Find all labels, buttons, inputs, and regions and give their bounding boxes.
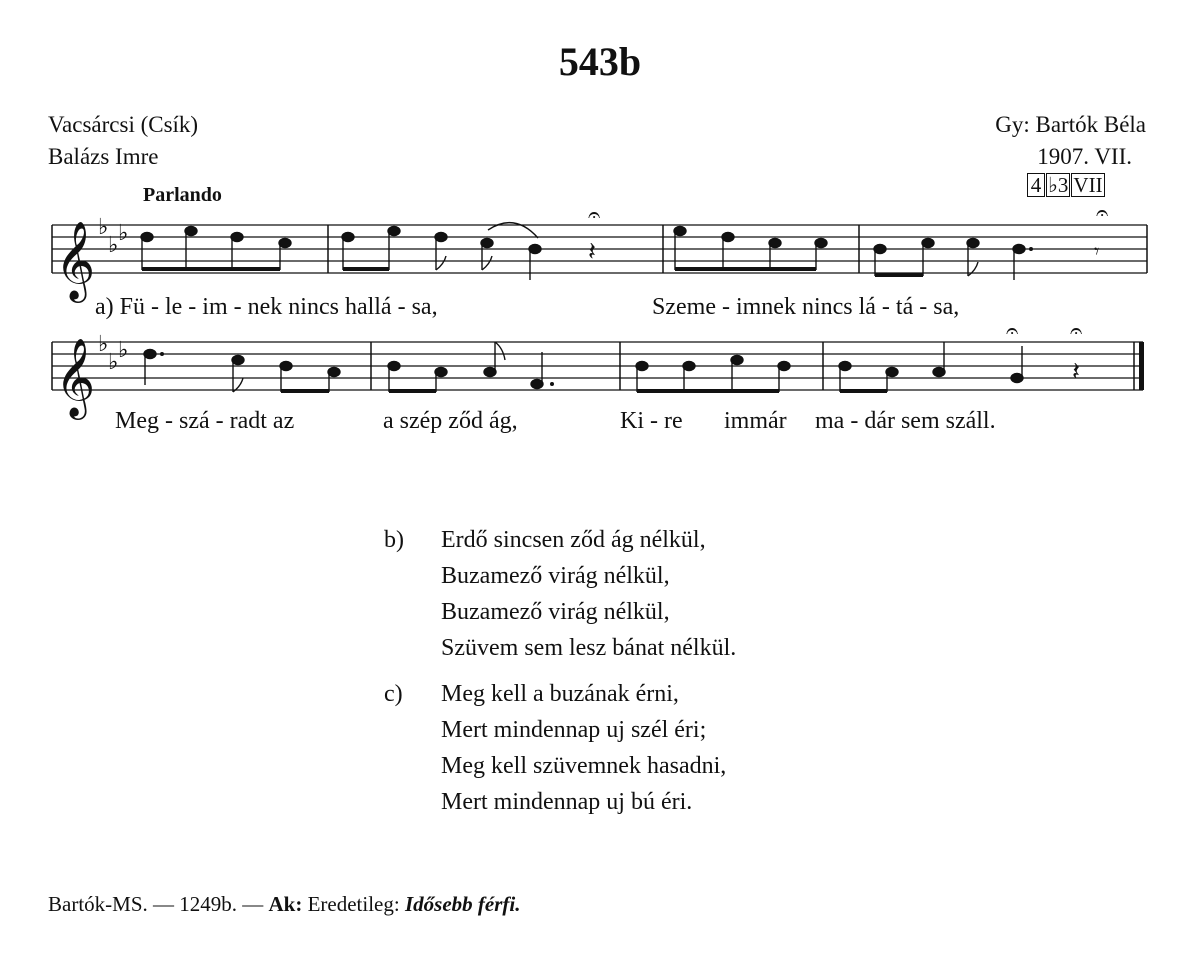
stanza-line: Szüvem sem lesz bánat nélkül. bbox=[441, 635, 737, 661]
collector-text: Gy: Bartók Béla bbox=[995, 112, 1146, 137]
footer-note bbox=[48, 892, 520, 917]
lyric-line-1b: Szeme - imnek nincs lá - tá - sa, bbox=[652, 294, 960, 320]
fermata-2: 𝄐 bbox=[1096, 201, 1109, 226]
stanza-line: Buzamező virág nélkül, bbox=[441, 563, 670, 589]
svg-text:♭: ♭ bbox=[98, 332, 109, 357]
treble-clef-1: 𝄞 bbox=[55, 221, 96, 300]
rest-2: 𝄾 bbox=[1094, 239, 1100, 263]
stanza-line: Mert mindennap uj szél éri; bbox=[441, 717, 707, 743]
fermata-3: 𝄐 bbox=[1006, 319, 1019, 344]
lyric-line-2e: ma - dár sem száll. bbox=[815, 408, 996, 434]
footer-ak-label: Ak: bbox=[268, 892, 303, 916]
lyric-line-2b: a szép ződ ág, bbox=[383, 408, 518, 434]
lyric-line-1a: a) Fü - le - im - nek nincs hallá - sa, bbox=[95, 294, 438, 320]
notes-line-2 bbox=[144, 342, 1023, 393]
svg-text:♭: ♭ bbox=[108, 350, 119, 375]
rest-1: 𝄽 bbox=[588, 237, 596, 267]
footer-note-text: Eredetileg: bbox=[307, 892, 400, 916]
notes-line-1 bbox=[141, 223, 1033, 280]
stanza-c bbox=[441, 676, 726, 820]
fermata-1: 𝄐 bbox=[588, 203, 601, 228]
svg-text:♭: ♭ bbox=[118, 221, 129, 246]
stanza-line: Meg kell szüvemnek hasadni, bbox=[441, 753, 727, 779]
music-score bbox=[48, 0, 1148, 460]
lyric-line-2a: Meg - szá - radt az bbox=[115, 408, 295, 434]
footer-note-italic: Idősebb férfi. bbox=[404, 892, 521, 916]
svg-text:♭: ♭ bbox=[98, 215, 109, 240]
svg-text:♭: ♭ bbox=[118, 338, 129, 363]
svg-text:♭: ♭ bbox=[108, 233, 119, 258]
rest-3: 𝄽 bbox=[1072, 357, 1080, 387]
treble-clef-2: 𝄞 bbox=[55, 338, 96, 417]
mode-degree-3: VII bbox=[1073, 173, 1103, 197]
place-text: Vacsárcsi (Csík) bbox=[48, 112, 199, 137]
stanza-label-c: c) bbox=[384, 681, 403, 707]
stanza-b bbox=[441, 522, 736, 666]
singer-text: Balázs Imre bbox=[48, 144, 159, 169]
mode-degree-1: 4 bbox=[1027, 173, 1045, 197]
lyric-line-2c: Ki - re bbox=[620, 408, 683, 434]
footer-source: Bartók-MS. — 1249b. — bbox=[48, 892, 264, 916]
mode-degree-2: ♭3 bbox=[1048, 173, 1069, 197]
stanza-line: Meg kell a buzának érni, bbox=[441, 681, 679, 707]
tempo-marking: Parlando bbox=[143, 184, 222, 206]
page-title: 543b bbox=[558, 39, 642, 84]
lyric-line-2d: immár bbox=[724, 408, 787, 434]
date-text: 1907. VII. bbox=[1037, 144, 1132, 169]
stanza-label-b: b) bbox=[384, 527, 404, 553]
stanza-line: Buzamező virág nélkül, bbox=[441, 599, 670, 625]
stanza-line: Mert mindennap uj bú éri. bbox=[441, 789, 693, 815]
stanza-line: Erdő sincsen ződ ág nélkül, bbox=[441, 527, 706, 553]
fermata-4: 𝄐 bbox=[1070, 319, 1083, 344]
